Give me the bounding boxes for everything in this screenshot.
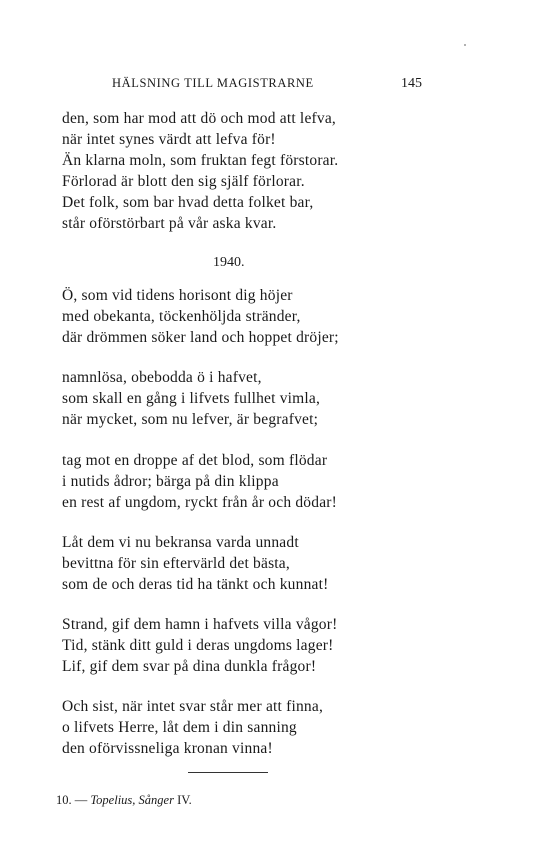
verse-line: namnlösa, obebodda ö i hafvet, [62, 369, 262, 386]
verse-line: står oförstörbart på vår aska kvar. [62, 215, 277, 232]
end-rule [188, 772, 268, 773]
footer-book: Sånger [138, 793, 174, 807]
verse-line: den oförvissneliga kronan vinna! [62, 740, 273, 757]
verse-line: när intet synes värdt att lefva för! [62, 131, 276, 148]
verse-line: Än klarna moln, som fruktan fegt förstorar. [62, 152, 339, 169]
verse-line: Låt dem vi nu bekransa varda unnadt [62, 534, 299, 551]
verse-line: Och sist, när intet svar står mer att finna, [62, 698, 324, 715]
verse-line: tag mot en droppe af det blod, som flödar [62, 452, 328, 469]
verse-line: Det folk, som bar hvad detta folket bar, [62, 194, 314, 211]
paper-speck [464, 44, 466, 46]
verse-line: i nutids ådror; bärga på din klippa [62, 473, 279, 490]
verse-line: Strand, gif dem hamn i hafvets villa vågor! [62, 616, 338, 633]
verse-line: Lif, gif dem svar på dina dunkla frågor! [62, 658, 317, 675]
footer-volume: IV. [177, 793, 192, 807]
verse-line: där drömmen söker land och hoppet dröjer; [62, 329, 339, 346]
verse-line: när mycket, som nu lefver, är begrafvet; [62, 411, 319, 428]
running-title: HÄLSNING TILL MAGISTRARNE [112, 76, 314, 90]
running-header [0, 76, 544, 96]
footer-author: Topelius, [90, 793, 136, 807]
verse-line: Förlorad är blott den sig själf förlorar. [62, 173, 305, 190]
verse-line: med obekanta, töckenhöljda stränder, [62, 308, 301, 325]
verse-line: o lifvets Herre, låt dem i din sanning [62, 719, 297, 736]
page-number: 145 [401, 76, 422, 91]
footer-signature [56, 793, 192, 808]
verse-line: den, som har mod att dö och mod att lefva, [62, 110, 336, 127]
signature-mark: 10. — [56, 793, 88, 807]
verse-line: som skall en gång i lifvets fullhet vimla, [62, 390, 321, 407]
verse-line: bevittna för sin eftervärld det bästa, [62, 555, 290, 572]
section-heading-year: 1940. [213, 255, 245, 270]
verse-line: Tid, stänk ditt guld i deras ungdoms lager! [62, 637, 334, 654]
verse-line: en rest af ungdom, ryckt från år och dödar! [62, 494, 338, 511]
verse-line: Ö, som vid tidens horisont dig höjer [62, 287, 293, 304]
verse-line: som de och deras tid ha tänkt och kunnat! [62, 576, 329, 593]
